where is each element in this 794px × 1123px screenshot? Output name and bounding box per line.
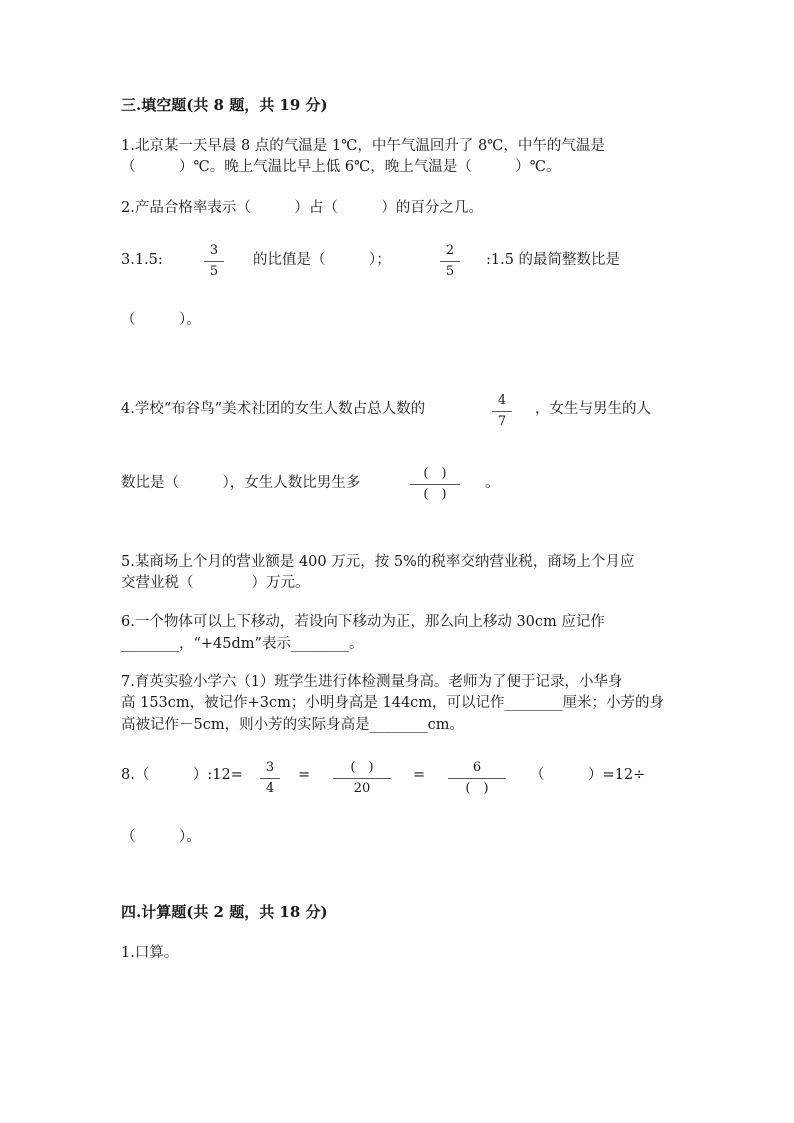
q8-fraction-2 [333, 761, 391, 797]
q8-line2: （ ）。 [121, 829, 201, 845]
fraction-bar [448, 778, 506, 779]
section3-title: 三.填空题(共 8 题，共 19 分) [121, 96, 328, 114]
q3-part-a: 3.1.5: [121, 252, 163, 268]
q1-line2: （ ）℃。晚上气温比早上低 6℃，晚上气温是（ ）℃。 [121, 159, 561, 175]
fraction-bar [204, 261, 224, 262]
q7-line2: 高 153cm，被记作+3cm；小明身高是 144cm，可以记作________厘米；小芳的身 [121, 695, 665, 711]
fraction-bar [410, 484, 460, 485]
q4-blank-numerator: ( ) [423, 466, 447, 481]
q8-fraction-1 [250, 761, 290, 797]
q2-line1: 2.产品合格率表示（ ）占（ ）的百分之几。 [121, 200, 483, 216]
fraction-bar [440, 261, 460, 262]
q4-part-a: 4.学校“布谷鸟”美术社团的女生人数占总人数的 [121, 401, 426, 417]
q3-fraction-a [194, 244, 234, 280]
q8-fraction-2-numerator: ( ) [350, 760, 374, 775]
q8-fraction-3-numerator: 6 [472, 760, 482, 775]
fraction-bar [333, 778, 391, 779]
q3-part-c: :1.5 的最简整数比是 [486, 252, 621, 268]
q3-line2: （ ）。 [121, 312, 201, 328]
q4-line2-a: 数比是（ ），女生人数比男生多 [121, 475, 361, 491]
q7-line3: 高被记作－5cm，则小芳的实际身高是________cm。 [121, 717, 464, 733]
q8-fraction-3-denominator: ( ) [465, 781, 489, 796]
fraction-bar [260, 778, 280, 779]
q3-fraction-a-numerator: 3 [209, 243, 219, 258]
q8-fraction-2-denominator: 20 [353, 781, 371, 796]
q6-line2: ________，“+45dm”表示________。 [121, 636, 364, 652]
q5-line2: 交营业税（ ）万元。 [121, 575, 310, 591]
s4-q1-line1: 1.口算。 [121, 945, 179, 961]
q3-part-b: 的比值是（ ）； [253, 252, 391, 268]
q5-line1: 5.某商场上个月的营业额是 400 万元，按 5%的税率交纳营业税，商场上个月应 [121, 554, 635, 570]
q3-fraction-a-denominator: 5 [209, 264, 219, 279]
q3-fraction-b-numerator: 2 [445, 243, 455, 258]
q8-part-b: （ ）=12÷ [530, 767, 646, 783]
q7-line1: 7.育英实验小学六（1）班学生进行体检测量身高。老师为了便于记录，小华身 [121, 674, 623, 690]
q6-line1: 6.一个物体可以上下移动，若设向下移动为正，那么向上移动 30cm 应记作 [121, 614, 605, 630]
q4-line2-b: 。 [485, 475, 500, 491]
q4-fraction [482, 394, 522, 430]
section4-title: 四.计算题(共 2 题，共 18 分) [121, 903, 328, 921]
q8-part-a: 8.（ ）:12= [121, 767, 243, 783]
q8-fraction-1-denominator: 4 [265, 781, 275, 796]
q8-fraction-3 [448, 761, 506, 797]
q3-fraction-b-denominator: 5 [445, 264, 455, 279]
q8-equals-2: = [413, 767, 426, 783]
q4-fraction-denominator: 7 [497, 414, 507, 429]
q3-fraction-b [430, 244, 470, 280]
q8-fraction-1-numerator: 3 [265, 760, 275, 775]
q8-equals-1: = [298, 767, 311, 783]
q4-part-b: ，女生与男生的人 [535, 401, 651, 417]
fraction-bar [492, 411, 512, 412]
q4-fraction-numerator: 4 [497, 393, 507, 408]
q1-line1: 1.北京某一天早晨 8 点的气温是 1℃，中午气温回升了 8℃，中午的气温是 [121, 138, 605, 154]
q4-blank-denominator: ( ) [423, 487, 447, 502]
q4-blank-fraction [410, 467, 460, 503]
